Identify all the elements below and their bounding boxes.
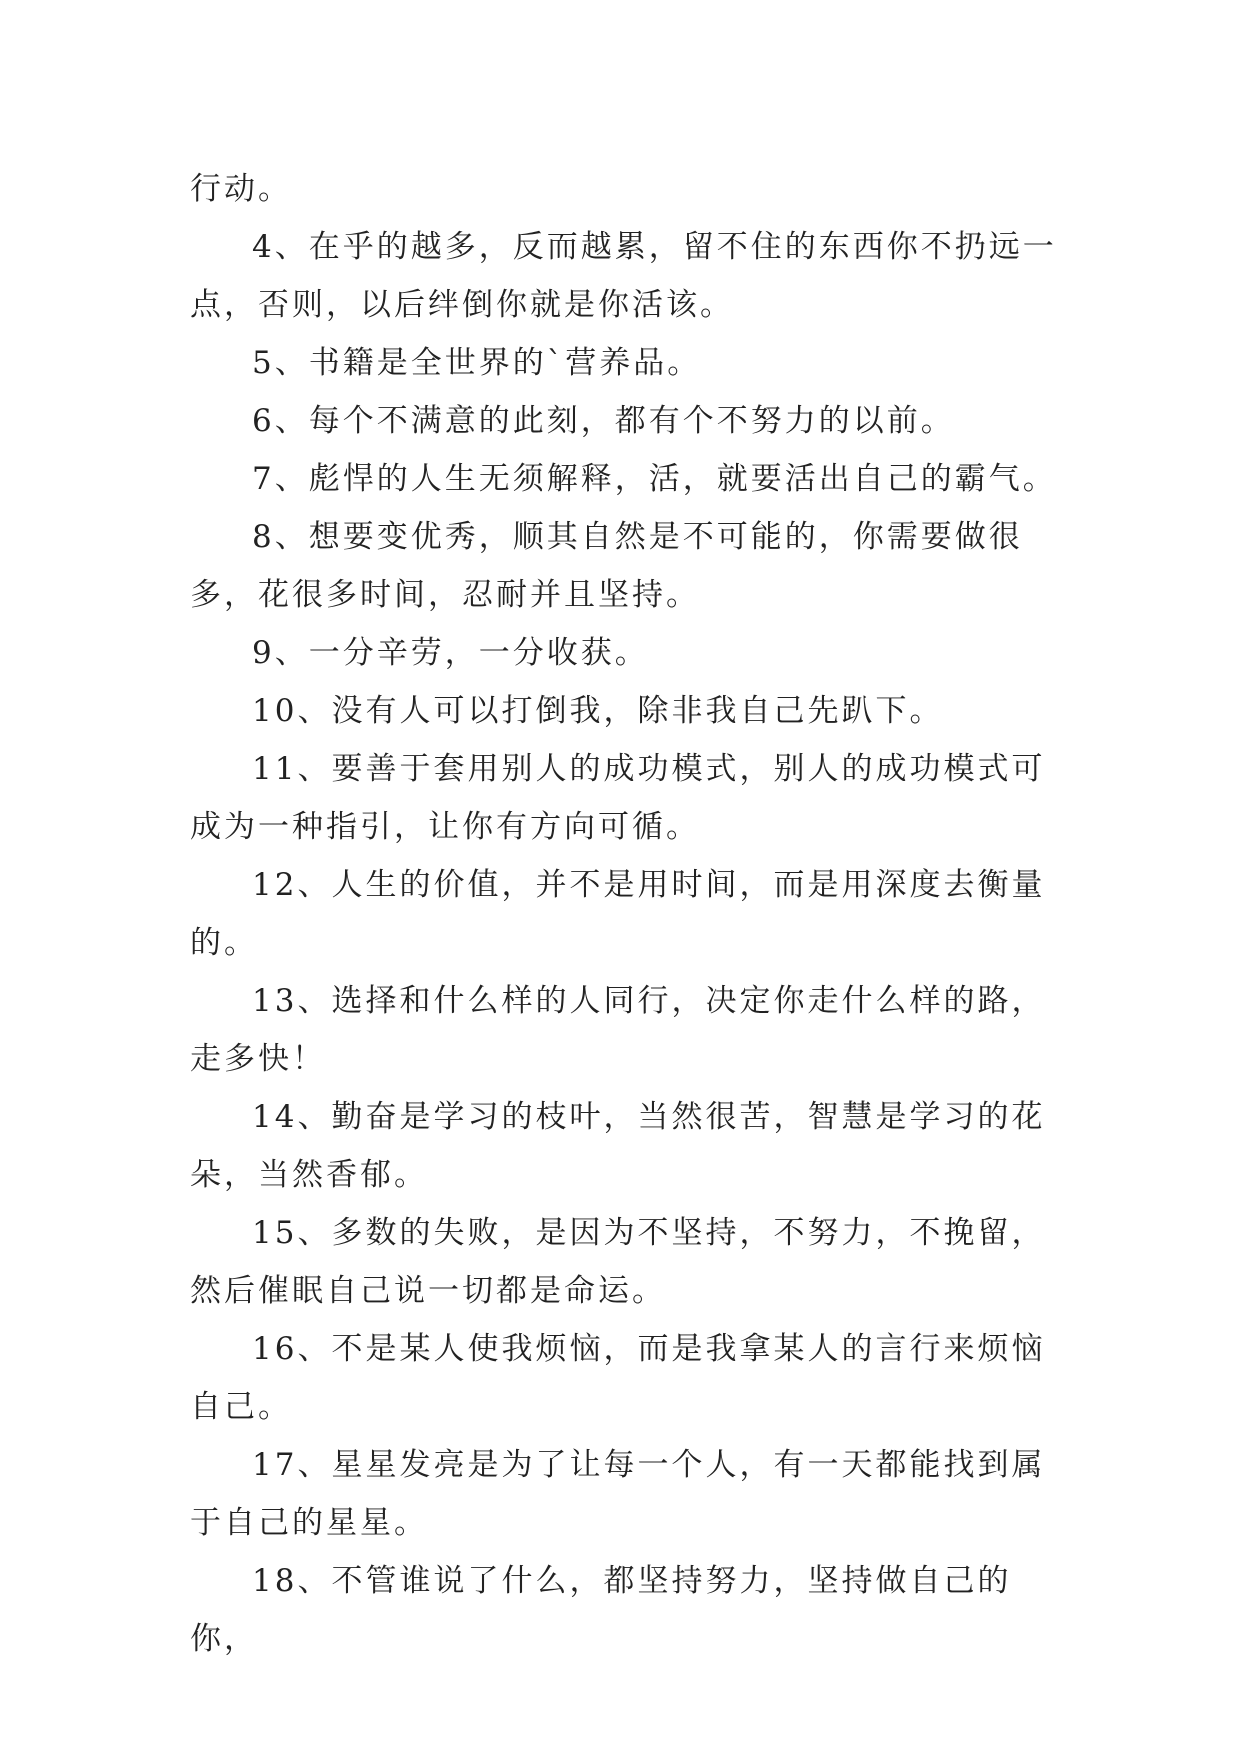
quote-paragraph-14: 14、勤奋是学习的枝叶，当然很苦，智慧是学习的花朵，当然香郁。 bbox=[190, 1099, 1046, 1193]
quote-paragraph-11: 11、要善于套用别人的成功模式，别人的成功模式可成为一种指引，让你有方向可循。 bbox=[190, 751, 1046, 845]
quote-paragraph-15: 15、多数的失败，是因为不坚持，不努力，不挽留，然后催眠自己说一切都是命运。 bbox=[190, 1215, 1046, 1309]
quote-paragraph-10: 10、没有人可以打倒我，除非我自己先趴下。 bbox=[252, 693, 944, 729]
document-body bbox=[190, 160, 1060, 1668]
paragraph-continuation: 行动。 bbox=[190, 171, 292, 207]
quote-paragraph-16: 16、不是某人使我烦恼，而是我拿某人的言行来烦恼自己。 bbox=[190, 1331, 1046, 1425]
quote-paragraph-5: 5、书籍是全世界的`营养品。 bbox=[252, 345, 702, 381]
quote-paragraph-4: 4、在乎的越多，反而越累，留不住的东西你不扔远一点，否则，以后绊倒你就是你活该。 bbox=[190, 229, 1057, 323]
quote-paragraph-13: 13、选择和什么样的人同行，决定你走什么样的路，走多快！ bbox=[190, 983, 1046, 1077]
quote-paragraph-12: 12、人生的价值，并不是用时间，而是用深度去衡量的。 bbox=[190, 867, 1046, 961]
quote-paragraph-8: 8、想要变优秀，顺其自然是不可能的，你需要做很多，花很多时间，忍耐并且坚持。 bbox=[190, 519, 1023, 613]
quote-paragraph-9: 9、一分辛劳，一分收获。 bbox=[252, 635, 649, 671]
quote-paragraph-7: 7、彪悍的人生无须解释，活，就要活出自己的霸气。 bbox=[252, 461, 1057, 497]
quote-paragraph-17: 17、星星发亮是为了让每一个人，有一天都能找到属于自己的星星。 bbox=[190, 1447, 1046, 1541]
quote-paragraph-18: 18、不管谁说了什么，都坚持努力，坚持做自己的你， bbox=[190, 1563, 1012, 1657]
quote-paragraph-6: 6、每个不满意的此刻，都有个不努力的以前。 bbox=[252, 403, 955, 439]
